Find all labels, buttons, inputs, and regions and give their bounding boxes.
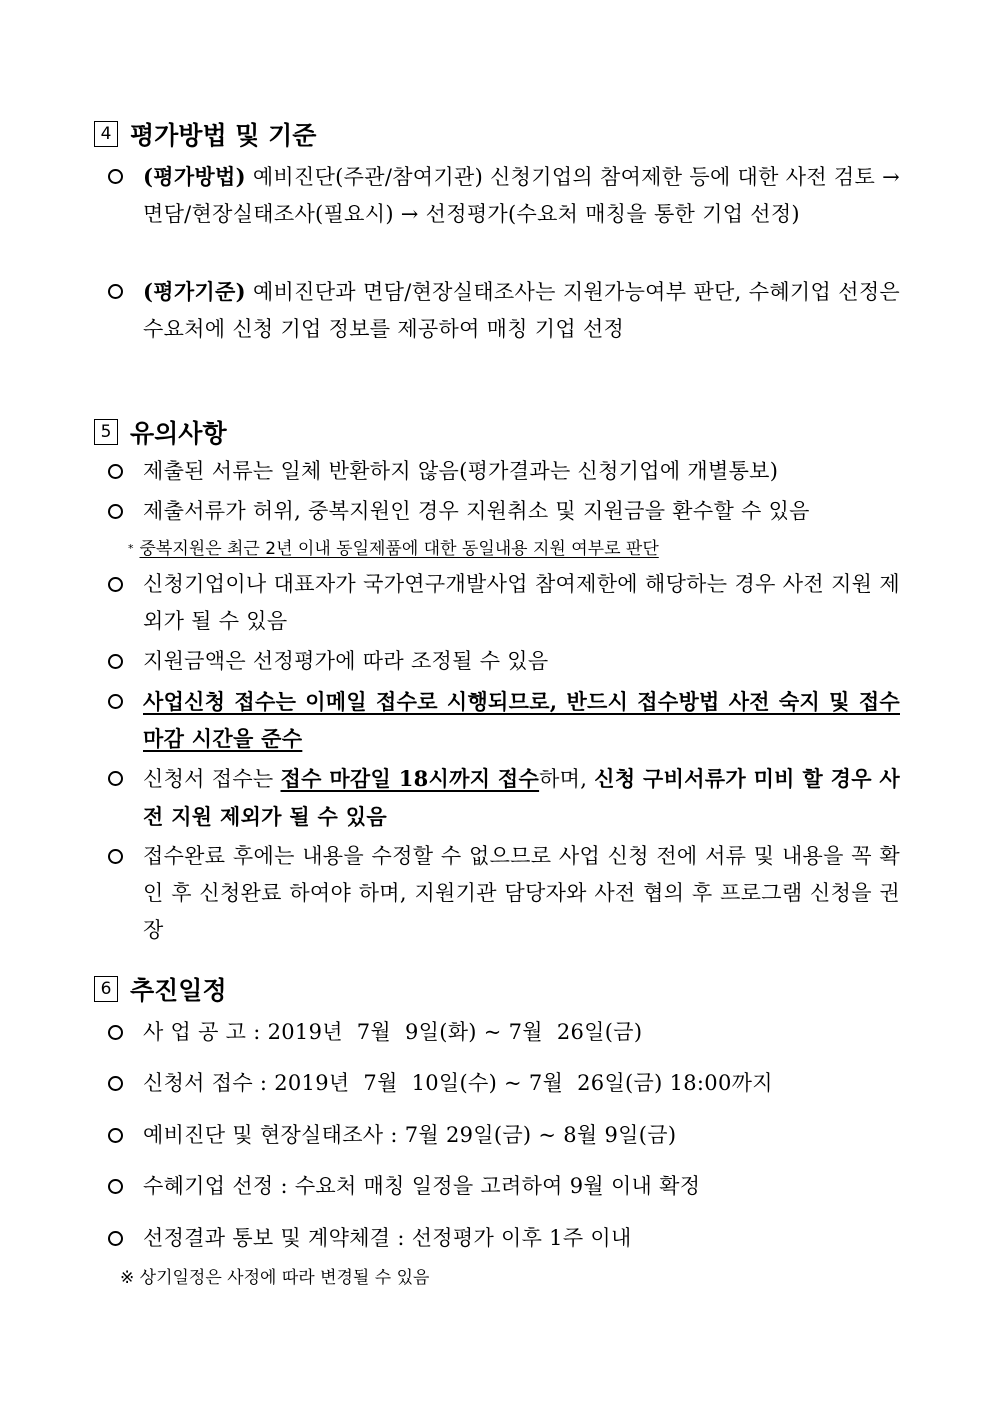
schedule-text: 신청서 접수 : 2019년 7월 10일(수) ~ 7월 26일(금) 18:00까지 <box>143 1071 773 1095</box>
list-item <box>108 683 900 757</box>
circle-bullet-icon <box>108 771 123 786</box>
list-item <box>108 566 900 640</box>
schedule-text: 사 업 공 고 : 2019년 7월 9일(화) ~ 7월 26일(금) <box>143 1020 643 1044</box>
list-item <box>108 158 900 233</box>
item-text: 지원금액은 선정평가에 따라 조정될 수 있음 <box>143 649 549 673</box>
section-title: 추진일정 <box>130 976 227 1005</box>
list-item <box>108 453 900 490</box>
deadline-text: 접수 마감일 18시까지 접수 <box>280 766 540 791</box>
item-text: 신청기업이나 대표자가 국가연구개발사업 참여제한에 해당하는 경우 사전 지원 제외가 될 수 있음 <box>143 572 900 633</box>
section-title: 평가방법 및 기준 <box>130 121 317 150</box>
list-item <box>108 760 900 836</box>
section-4-heading <box>94 116 316 152</box>
circle-bullet-icon <box>108 694 123 709</box>
circle-bullet-icon <box>108 1025 123 1040</box>
item-text: 예비진단(주관/참여기관) 신청기업의 참여제한 등에 대한 사전 검토 → 면담/현장실태조사(필요시) → 선정평가(수요처 매칭을 통한 기업 선정) <box>143 165 900 226</box>
section-title: 유의사항 <box>130 419 227 448</box>
schedule-item <box>108 1171 900 1201</box>
list-item <box>108 493 900 530</box>
schedule-item <box>108 1120 900 1150</box>
circle-bullet-icon <box>108 464 123 479</box>
item-label: (평가방법) <box>143 164 246 189</box>
schedule-footnote: ※ 상기일정은 사정에 따라 변경될 수 있음 <box>120 1268 430 1288</box>
circle-bullet-icon <box>108 1231 123 1246</box>
item-text: 신청서 접수는 <box>143 767 281 791</box>
circle-bullet-icon <box>108 284 123 299</box>
circle-bullet-icon <box>108 654 123 669</box>
note-text: 중복지원은 최근 2년 이내 동일제품에 대한 동일내용 지원 여부로 판단 <box>139 539 659 559</box>
circle-bullet-icon <box>108 849 123 864</box>
section-number-box: 6 <box>94 976 118 1002</box>
item-text: 사업신청 접수는 이메일 접수로 시행되므로, 반드시 접수방법 사전 숙지 및 접수마감 시간을 준수 <box>143 689 900 751</box>
section-number-box: 4 <box>94 121 118 147</box>
item-text: 예비진단과 면담/현장실태조사는 지원가능여부 판단, 수혜기업 선정은 수요처에 신청 기업 정보를 제공하여 매칭 기업 선정 <box>143 280 900 341</box>
schedule-text: 예비진단 및 현장실태조사 : 7월 29일(금) ~ 8월 9일(금) <box>143 1123 677 1147</box>
circle-bullet-icon <box>108 577 123 592</box>
schedule-item <box>108 1068 900 1098</box>
list-item <box>108 643 900 680</box>
circle-bullet-icon <box>108 1076 123 1091</box>
item-text: 접수완료 후에는 내용을 수정할 수 없으므로 사업 신청 전에 서류 및 내용을 꼭 확인 후 신청완료 하여야 하며, 지원기관 담당자와 사전 협의 후 프로그램 신청을 권장 <box>143 844 900 942</box>
note <box>128 537 659 561</box>
schedule-text: 수혜기업 선정 : 수요처 매칭 일정을 고려하여 9월 이내 확정 <box>143 1174 701 1198</box>
asterisk-mark: * <box>128 542 134 555</box>
item-text: 제출서류가 허위, 중복지원인 경우 지원취소 및 지원금을 환수할 수 있음 <box>143 499 810 523</box>
circle-bullet-icon <box>108 1179 123 1194</box>
section-5-heading <box>94 414 227 450</box>
list-item <box>108 273 900 348</box>
section-number-box: 5 <box>94 419 118 445</box>
section-6-heading <box>94 971 227 1007</box>
schedule-item <box>108 1223 900 1253</box>
item-text: 제출된 서류는 일체 반환하지 않음(평가결과는 신청기업에 개별통보) <box>143 459 779 483</box>
schedule-text: 선정결과 통보 및 계약체결 : 선정평가 이후 1주 이내 <box>143 1226 632 1250</box>
circle-bullet-icon <box>108 169 123 184</box>
circle-bullet-icon <box>108 1128 123 1143</box>
item-label: (평가기준) <box>143 279 246 304</box>
schedule-item <box>108 1017 900 1047</box>
warning-text: 신청 구비서류가 미비 할 경우 사전 지원 제외가 될 수 있음 <box>143 766 900 829</box>
circle-bullet-icon <box>108 504 123 519</box>
list-item <box>108 838 900 949</box>
item-text: 하며, <box>539 767 595 791</box>
